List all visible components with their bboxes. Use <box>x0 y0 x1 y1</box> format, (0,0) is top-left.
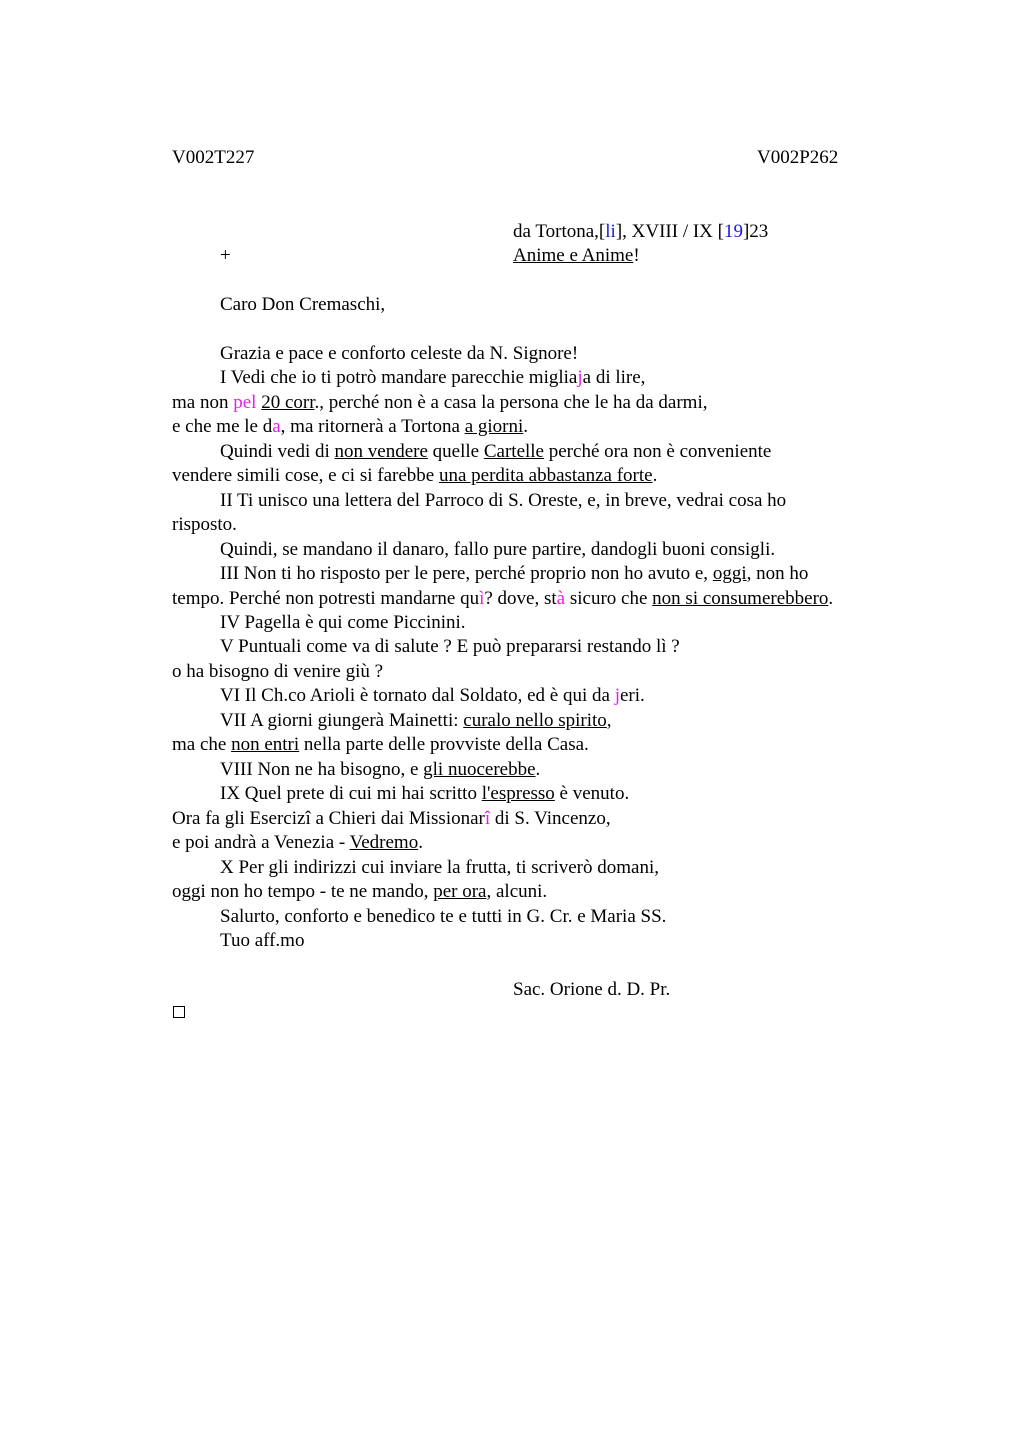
text-line: ma non pel 20 corr., perché non è a casa la persona che le ha da darmi, <box>172 392 708 413</box>
text-line: e poi andrà a Venezia - Vedremo. <box>172 832 423 853</box>
dateline <box>513 221 768 243</box>
editorial-mark: ì <box>479 588 485 609</box>
dateline-year: ]23 <box>742 221 769 242</box>
text-line: VI Il Ch.co Arioli è tornato dal Soldato, ed è qui da jeri. <box>220 685 645 706</box>
text-line: Ora fa gli Esercizi a Chieri dai Missionarî di S. Vincenzo, <box>172 808 611 829</box>
text-line: III Non ti ho risposto per le pere, perché proprio non ho avuto e, oggi, non ho <box>220 563 809 584</box>
text-line: V Puntuali come va di salute ? E può prepararsi restando lì ? <box>220 636 680 657</box>
text-line: VIII Non ne ha bisogno, e gli nuocerebbe. <box>220 759 541 780</box>
text-line: II Ti unisco una lettera del Parroco di S. Oreste, e, in breve, vedrai cosa ho <box>220 490 787 511</box>
text-line: I Vedi che io ti potrò mandare parecchie migliaja di lire, <box>220 367 646 388</box>
editorial-mark: î <box>484 808 491 829</box>
text-line: oggi non ho tempo - te ne mando, per ora, alcuni. <box>172 881 548 902</box>
editorial-mark: à <box>556 588 566 609</box>
editorial-mark: j <box>614 685 620 706</box>
document-code-left: V002T227 <box>172 147 255 168</box>
text-line: Quindi, se mandano il danaro, fallo pure partire, dandogli buoni consigli. <box>220 539 776 560</box>
signature: Sac. Orione d. D. Pr. <box>513 979 671 1000</box>
text-line: IX Quel prete di cui mi hai scritto l'espresso è venuto. <box>220 783 630 804</box>
text-line: risposto. <box>172 514 237 535</box>
dateline-date: ], XVIII / IX [ <box>615 221 724 242</box>
dateline-editorial-insert: li <box>605 221 616 242</box>
editorial-mark: j <box>577 367 583 388</box>
text-line: e che me le da, ma ritornerà a Tortona a giorni. <box>172 416 529 437</box>
text-line: tempo. Perché non potresti mandarne quì? dove, stà sicuro che non si consumerebbero. <box>172 588 834 609</box>
text-line: Quindi vedi di non vendere quelle Cartelle perché ora non è conveniente <box>220 441 772 462</box>
editorial-mark: pel <box>233 392 257 413</box>
motto-punct: ! <box>633 245 640 266</box>
motto <box>513 245 640 267</box>
text-line: vendere simili cose, e ci si farebbe una perdita abbastanza forte. <box>172 465 658 486</box>
text-line: VII A giorni giungerà Mainetti: curalo nello spirito, <box>220 710 612 731</box>
text-line: IV Pagella è qui come Piccinini. <box>220 612 466 633</box>
motto-text: Anime e Anime <box>513 245 634 266</box>
text-line: ma che non entri nella parte delle provviste della Casa. <box>172 734 589 755</box>
cross-symbol: + <box>220 245 231 266</box>
closing: Tuo aff.mo <box>220 930 305 951</box>
text-line: o ha bisogno di venire giù ? <box>172 661 384 682</box>
document-code-right: V002P262 <box>757 147 839 168</box>
dateline-year-insert: 19 <box>723 221 743 242</box>
text-line: Grazia e pace e conforto celeste da N. Signore! <box>220 343 579 364</box>
editorial-mark: a <box>272 416 281 437</box>
salutation: Caro Don Cremaschi, <box>220 294 386 315</box>
end-marker-box <box>173 1006 185 1018</box>
text-line: Salurto, conforto e benedico te e tutti in G. Cr. e Maria SS. <box>220 906 667 927</box>
dateline-place: da Tortona,[ <box>513 221 606 242</box>
text-line: X Per gli indirizzi cui inviare la frutta, ti scriverò domani, <box>220 857 659 878</box>
